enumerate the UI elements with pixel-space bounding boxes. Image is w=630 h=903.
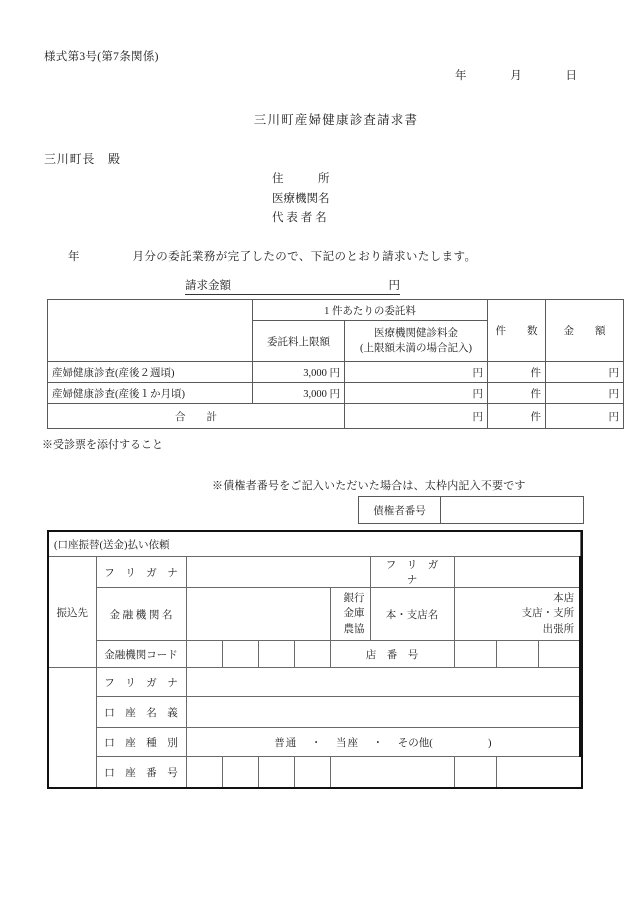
creditor-number-label: 債権者番号 (359, 497, 441, 524)
account-number-cell-7[interactable] (496, 757, 582, 789)
bank-section-title-row (48, 531, 582, 557)
account-furigana-label: フ リ ガ ナ (96, 668, 186, 697)
document-title: 三川町産婦健康診査請求書 (253, 113, 419, 127)
branch-code-cell-3[interactable] (538, 641, 580, 668)
claim-row-2-amount[interactable]: 円 (546, 383, 624, 404)
claim-row-1-count[interactable]: 件 (488, 362, 546, 383)
account-number-cell-1[interactable] (186, 757, 222, 789)
claim-row-1-name: 産婦健康診査(産後２週頃) (48, 362, 253, 383)
institution-kind-options (330, 588, 370, 641)
bank-furigana-row (48, 557, 582, 588)
claim-row-2-institution-fee[interactable]: 円 (345, 383, 488, 404)
account-number-cell-2[interactable] (222, 757, 258, 789)
institution-fee-header-line2: (上限額未満の場合記入) (360, 343, 472, 354)
branch-kind-branch: 支店・支所 (521, 608, 575, 620)
creditor-number-input[interactable] (441, 497, 584, 524)
issuer-block (272, 170, 330, 229)
institution-name-input[interactable] (186, 588, 330, 641)
bank-transfer-table (47, 530, 583, 789)
claim-total-label: 合 計 (48, 404, 345, 429)
account-furigana-row (48, 668, 582, 697)
account-type-separator-2: ・ (372, 737, 385, 749)
account-number-cell-3[interactable] (258, 757, 294, 789)
account-number-row (48, 757, 582, 789)
claim-amount-unit: 円 (388, 280, 400, 292)
note-creditor-number: ※債権者番号をご記入いただいた場合は、太枠内記入不要です (212, 480, 526, 492)
date-month-label: 月 (510, 70, 522, 82)
institution-kind-shinkin: 金庫 (343, 608, 365, 620)
account-type-options[interactable] (186, 728, 580, 757)
statement-year-label: 年 (68, 251, 80, 263)
branch-code-cell-1[interactable] (454, 641, 496, 668)
account-number-cell-6[interactable] (454, 757, 496, 789)
bank-code-row (48, 641, 582, 668)
issuer-address-label: 住 所 (272, 173, 330, 185)
institution-fee-header-line1: 医療機関健診料金 (374, 328, 458, 339)
claim-table-count-header: 件 数 (488, 300, 546, 362)
creditor-number-row (359, 497, 584, 524)
claim-table-item-header (48, 300, 253, 362)
claim-row-1-institution-fee[interactable]: 円 (345, 362, 488, 383)
claim-table-total-row (48, 404, 624, 429)
table-row (48, 383, 624, 404)
account-type-row (48, 728, 582, 757)
bank-institution-row (48, 588, 582, 641)
branch-name-cell[interactable] (454, 588, 580, 641)
statement-line (68, 248, 476, 264)
claim-table-amount-header: 金 額 (546, 300, 624, 362)
account-type-ordinary[interactable]: 普通 (274, 737, 298, 749)
account-type-other[interactable]: その他( (397, 737, 433, 749)
date-line (455, 67, 577, 83)
bank-section-title: (口座振替(送金)払い依頼 (48, 531, 580, 557)
issuer-representative-label: 代 表 者 名 (272, 212, 327, 224)
branch-furigana-label: フ リ ガ ナ (370, 557, 454, 588)
institution-name-label: 金 融 機 関 名 (96, 588, 186, 641)
account-holder-row (48, 697, 582, 728)
institution-code-cell-3[interactable] (258, 641, 294, 668)
account-number-cell-5[interactable] (330, 757, 454, 789)
note-attach-receipt: ※受診票を添付すること (42, 439, 163, 451)
institution-code-label: 金融機関コード (96, 641, 186, 668)
payee-label-spacer (48, 668, 96, 789)
creditor-number-table (358, 496, 584, 524)
institution-furigana-label: フ リ ガ ナ (96, 557, 186, 588)
branch-name-label: 本・支店名 (370, 588, 454, 641)
issuer-institution-label: 医療機関名 (272, 192, 330, 205)
claim-table (47, 299, 624, 429)
institution-furigana-input[interactable] (186, 557, 370, 588)
account-type-label: 口 座 種 別 (96, 728, 186, 757)
account-number-cell-4[interactable] (294, 757, 330, 789)
account-type-separator-1: ・ (310, 737, 323, 749)
institution-kind-nokyo: 農協 (343, 623, 365, 635)
account-number-label: 口 座 番 号 (96, 757, 186, 789)
date-year-label: 年 (455, 70, 467, 82)
claim-row-1-amount[interactable]: 円 (546, 362, 624, 383)
claim-amount-label: 請求金額 (185, 280, 231, 292)
claim-total-institution-fee[interactable]: 円 (345, 404, 488, 429)
claim-row-2-count[interactable]: 件 (488, 383, 546, 404)
branch-kind-head-office: 本店 (553, 592, 575, 604)
claim-row-2-fee-limit: 3,000 円 (253, 383, 345, 404)
claim-table-fee-limit-header: 委託料上限額 (253, 321, 345, 362)
account-type-current[interactable]: 当座 (335, 737, 359, 749)
institution-code-cell-2[interactable] (222, 641, 258, 668)
claim-amount-line (185, 277, 400, 295)
form-number: 様式第3号(第7条関係) (44, 51, 159, 63)
table-row (48, 362, 624, 383)
date-day-label: 日 (565, 70, 577, 82)
claim-row-2-name: 産婦健康診査(産後１か月頃) (48, 383, 253, 404)
account-type-other-close: ) (487, 737, 492, 749)
institution-code-cell-1[interactable] (186, 641, 222, 668)
claim-total-amount[interactable]: 円 (546, 404, 624, 429)
claim-table-institution-fee-header (345, 321, 488, 362)
statement-text: 月分の委託業務が完了したので、下記のとおり請求いたします。 (132, 251, 477, 263)
claim-table-header-row-1 (48, 300, 624, 321)
institution-kind-bank: 銀行 (343, 592, 365, 604)
account-furigana-input[interactable] (186, 668, 580, 697)
addressee: 三川町長 殿 (44, 152, 121, 166)
branch-code-label: 店 番 号 (330, 641, 454, 668)
claim-total-count[interactable]: 件 (488, 404, 546, 429)
claim-row-1-fee-limit: 3,000 円 (253, 362, 345, 383)
claim-table-per-case-fee-header: 1 件あたりの委託料 (253, 300, 488, 321)
payee-label: 振込先 (48, 557, 96, 668)
account-holder-label: 口 座 名 義 (96, 697, 186, 728)
branch-code-cell-2[interactable] (496, 641, 538, 668)
branch-furigana-input[interactable] (454, 557, 580, 588)
branch-kind-sub-office: 出張所 (542, 623, 575, 635)
institution-code-cell-4[interactable] (294, 641, 330, 668)
account-holder-input[interactable] (186, 697, 580, 728)
